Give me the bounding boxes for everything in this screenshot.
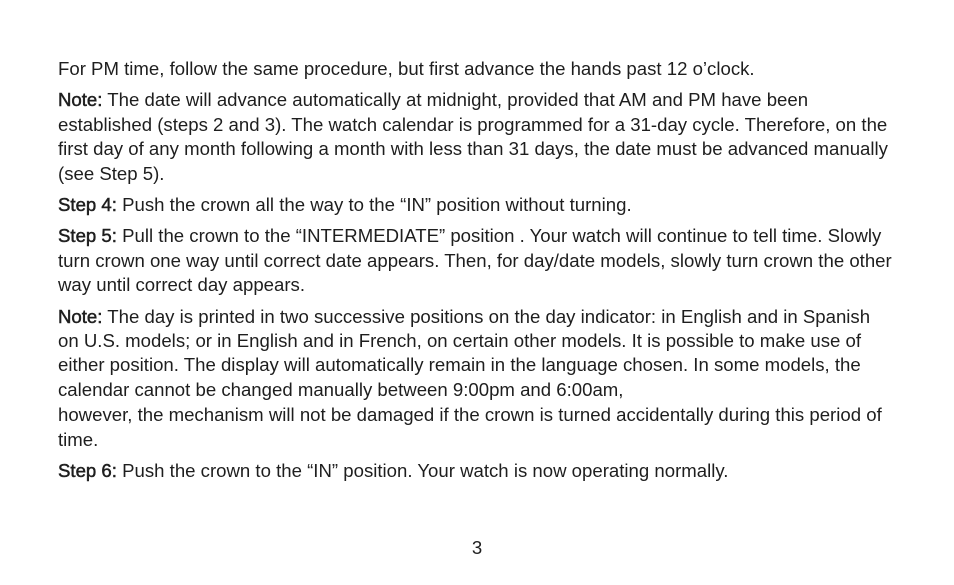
step-6-label: Step 6: — [58, 460, 117, 482]
step-5-text: Pull the crown to the “INTERMEDIATE” position . Your watch will continue to tell time. Slowly turn crown one way until correct date appears. Then, for day/date models, slowly turn crown the other way until correct day appears. — [58, 225, 892, 296]
note-date-text: The date will advance automatically at midnight, provided that AM and PM have been established (steps 2 and 3). The watch calendar is programmed for a 31-day cycle. Therefore, on the first day of any month following a month with less than 31 days, the date must be advanced manually (see Step 5). — [58, 89, 888, 184]
page-number: 3 — [471, 537, 483, 558]
note-day-paragraph — [58, 305, 894, 403]
note-day-text: The day is printed in two successive positions on the day indicator: in English and in Spanish on U.S. models; or in English and in French, on certain other models. It is possible to make use of either position. The display will automatically remain in the language chosen. In some models, the calendar cannot be changed manually between 9:00pm and 6:00am, — [58, 305, 871, 400]
note-label: Note: — [58, 305, 103, 327]
step-6-paragraph — [58, 459, 894, 483]
note-continuation-text: however, the mechanism will not be damaged if the crown is turned accidentally during this period of time. — [58, 404, 882, 450]
pm-time-paragraph — [58, 57, 894, 81]
step-4-label: Step 4: — [58, 194, 117, 216]
manual-page-body — [58, 57, 894, 491]
step-4-paragraph — [58, 193, 894, 217]
note-continuation-paragraph — [58, 403, 894, 452]
note-label: Note: — [58, 89, 103, 111]
step-5-paragraph — [58, 224, 894, 297]
step-5-label: Step 5: — [58, 225, 117, 247]
step-4-text: Push the crown all the way to the “IN” position without turning. — [116, 194, 632, 216]
note-date-paragraph — [58, 88, 894, 186]
step-6-text: Push the crown to the “IN” position. Your watch is now operating normally. — [116, 460, 729, 482]
pm-time-text: For PM time, follow the same procedure, but first advance the hands past 12 o’clock. — [58, 58, 755, 79]
